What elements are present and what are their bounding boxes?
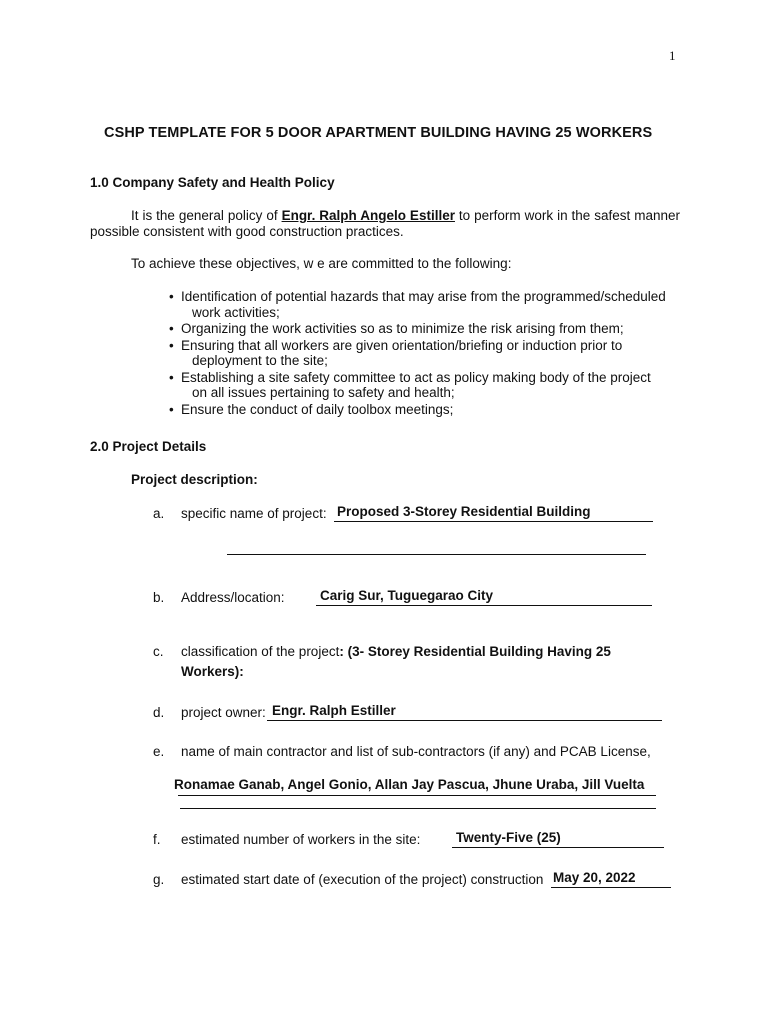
project-owner-value: Engr. Ralph Estiller — [272, 703, 396, 718]
document-title: CSHP TEMPLATE FOR 5 DOOR APARTMENT BUILDING HAVING 25 WORKERS — [104, 125, 653, 141]
policy-paragraph — [90, 208, 680, 240]
project-name-value: Proposed 3-Storey Residential Building — [337, 504, 591, 519]
list-item — [169, 338, 689, 369]
list-item-continuation: work activities; — [192, 304, 280, 320]
list-item-continuation: on all issues pertaining to safety and health; — [192, 385, 455, 400]
list-item-text: Ensuring that all workers are given orientation/briefing or induction prior to — [181, 337, 623, 353]
item-letter-c: c. — [153, 644, 164, 659]
item-letter-g: g. — [153, 872, 165, 887]
contractor-underline — [178, 795, 656, 796]
page-number: 1 — [669, 48, 676, 63]
contractor-label: name of main contractor and list of sub-contractors (if any) and PCAB License, — [181, 744, 651, 759]
project-description-heading: Project description: — [131, 472, 258, 487]
classification-row — [181, 644, 611, 659]
address-field — [316, 588, 652, 606]
list-item-text: Ensure the conduct of daily toolbox meetings; — [181, 401, 454, 417]
classification-label: classification of the project — [181, 644, 340, 659]
address-value: Carig Sur, Tuguegarao City — [320, 588, 494, 603]
workers-field — [452, 830, 664, 848]
objectives-intro: To achieve these objectives, w e are committed to the following: — [131, 256, 512, 271]
item-letter-b: b. — [153, 590, 165, 605]
list-item — [169, 321, 689, 337]
list-item-text: Organizing the work activities so as to minimize the risk arising from them; — [181, 321, 624, 336]
contractor-second-line — [180, 808, 656, 809]
section-2-heading: 2.0 Project Details — [90, 439, 207, 454]
project-name-field — [334, 504, 653, 522]
list-item — [169, 402, 689, 418]
policy-owner-name: Engr. Ralph Angelo Estiller — [281, 208, 455, 223]
classification-value: : (3- Storey Residential Building Having 25 — [339, 644, 611, 659]
item-letter-a: a. — [153, 506, 165, 521]
project-name-continuation-line — [227, 554, 646, 555]
item-letter-d: d. — [153, 705, 165, 720]
start-date-value: May 20, 2022 — [553, 870, 636, 885]
list-item-text: Identification of potential hazards that may arise from the programmed/scheduled — [181, 289, 666, 304]
commitments-list — [169, 289, 689, 418]
start-date-field — [551, 870, 671, 888]
project-owner-label: project owner: — [181, 705, 266, 720]
classification-value-cont: Workers): — [181, 664, 244, 679]
policy-text-post: to perform work in the safest manner possible consistent with good construction practices. — [90, 208, 680, 239]
contractor-value: Ronamae Ganab, Angel Gonio, Allan Jay Pascua, Jhune Uraba, Jill Vuelta — [174, 777, 645, 792]
policy-text-pre: It is the general policy of — [131, 208, 282, 223]
list-item-continuation: deployment to the site; — [192, 353, 328, 368]
list-item-text: Establishing a site safety committee to act as policy making body of the project — [181, 369, 651, 385]
bullet-icon: • — [169, 289, 174, 304]
bullet-icon: • — [169, 321, 174, 336]
item-letter-e: e. — [153, 744, 165, 759]
bullet-icon: • — [169, 401, 174, 417]
start-date-label: estimated start date of (execution of the project) construction — [181, 872, 544, 887]
bullet-icon: • — [169, 337, 174, 353]
item-letter-f: f. — [153, 832, 161, 847]
bullet-icon: • — [169, 369, 174, 385]
project-name-label: specific name of project: — [181, 506, 327, 521]
list-item — [169, 370, 689, 401]
workers-label: estimated number of workers in the site: — [181, 832, 421, 847]
workers-value: Twenty-Five (25) — [456, 830, 561, 845]
list-item — [169, 289, 689, 320]
section-1-heading: 1.0 Company Safety and Health Policy — [90, 175, 335, 190]
project-owner-field — [267, 703, 662, 721]
address-label: Address/location: — [181, 590, 285, 605]
